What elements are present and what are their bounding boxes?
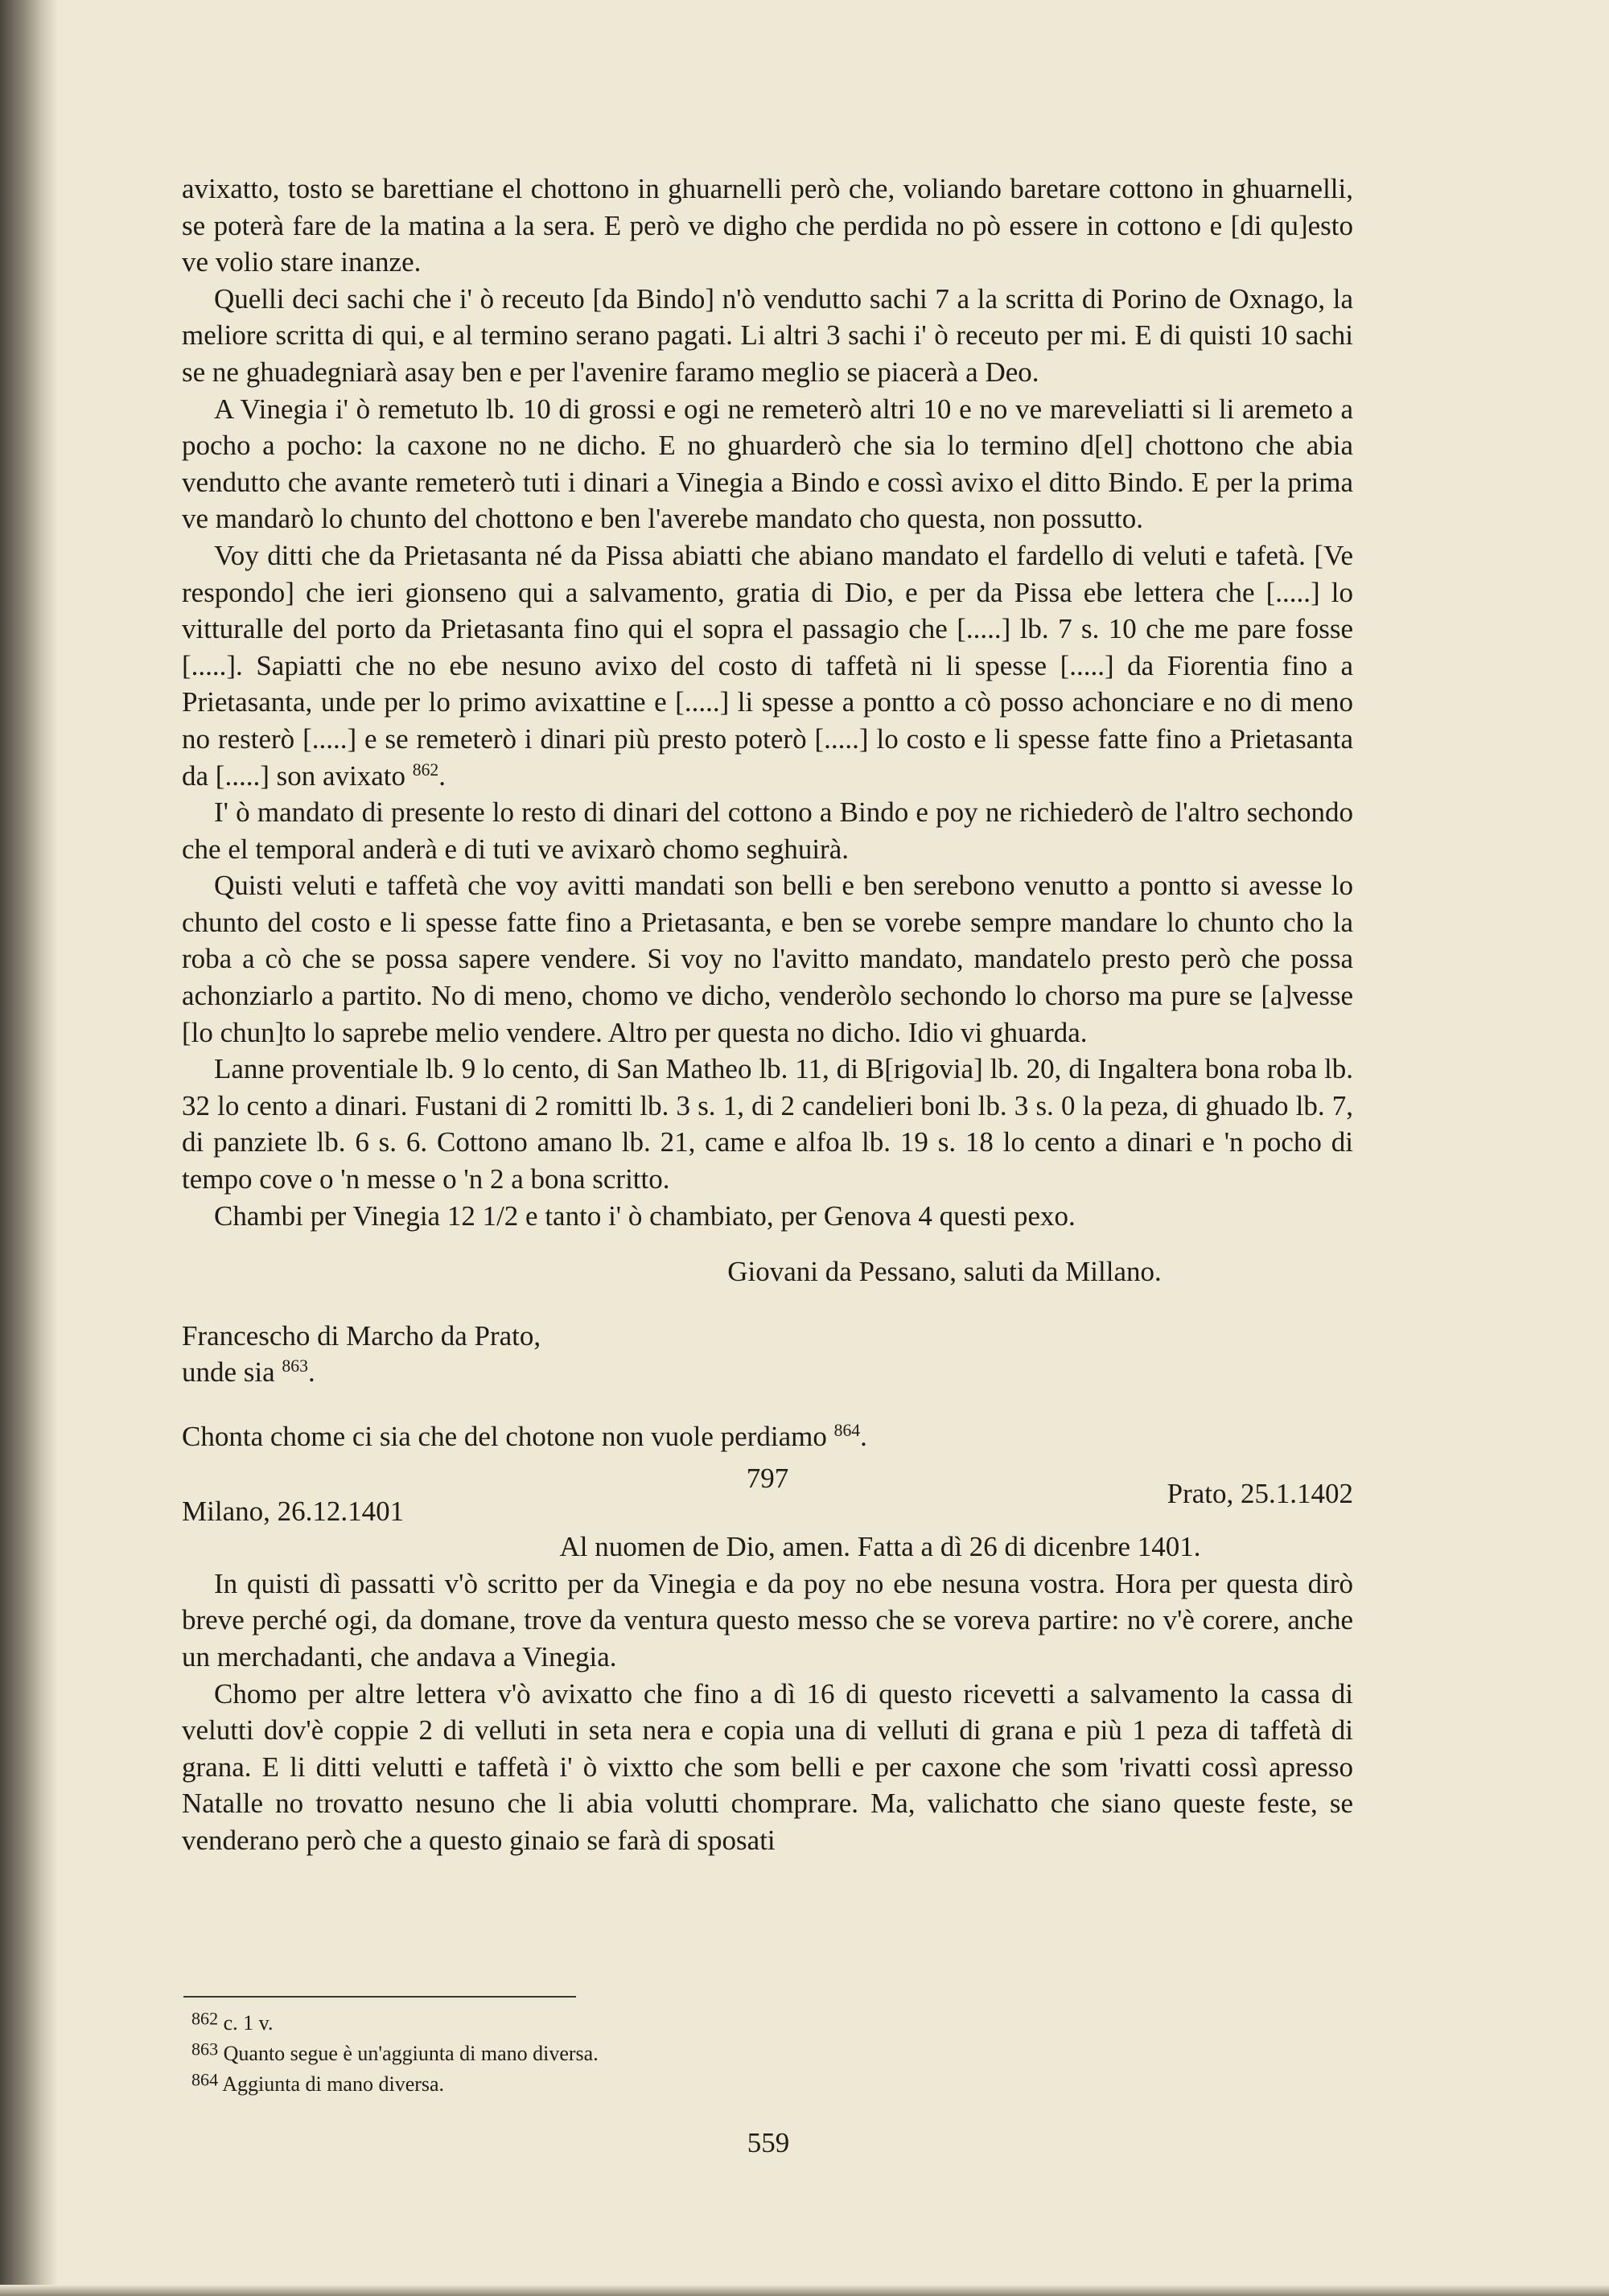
main-text <box>182 171 1353 1859</box>
paragraph: Chambi per Vinegia 12 1/2 e tanto i' ò chambiato, per Genova 4 questi pexo. <box>214 1199 1076 1232</box>
book-gutter-shadow <box>0 0 58 2296</box>
date-sent: Milano, 26.12.1401 <box>182 1496 405 1528</box>
footnote: $^{864}$ Aggiunta di mano diversa. <box>191 2069 445 2096</box>
postscript: Chonta chome ci sia che del chotone non vuole perdiamo $^{864}$. <box>182 1421 867 1452</box>
letter-invocation: Al nuomen de Dio, amen. Fatta a dì 26 di dicenbre 1401. <box>559 1531 1201 1563</box>
paragraph: Lanne proventiale lb. 9 lo cento, di San Matheo lb. 11, di B[rigovia] lb. 20, di Ingaltera bona roba lb. 32 lo cento a dinari. Fustani di 2 romitti lb. 3 s. 1, di 2 candelieri boni lb. 3 s. 0 la peza, di ghuado lb. 7, di panziete lb. 6 s. 6. Cottono amano lb. 21, came e alfoa lb. 19 s. 18 lo cento a dinari e 'n pocho di tempo cove o 'n messe o 'n 2 a bona scritto. <box>182 1053 1353 1195</box>
address-line: unde sia $^{863}$. <box>182 1356 315 1389</box>
footnote: $^{863}$ Quanto segue è un'aggiunta di mano diversa. <box>191 2039 599 2065</box>
footnote-divider <box>183 1996 576 1998</box>
paragraph: Chomo per altre lettera v'ò avixatto che fino a dì 16 di questo ricevetti a salvamento la cassa di velutti dov'è coppie 2 di velluti in seta nera e copia una di velluti di grana e più 1 peza di taffetà di grana. E li ditti velutti e taffetà i' ò vixtto che som belli e per caxone che som 'rivatti cossì apresso Natalle no trovatto nesuno che li abia volutti chomprare. Ma, valichatto che siano queste feste, se venderano però che a questo ginaio se farà di sposati <box>182 1677 1353 1856</box>
footnote-ref-863[interactable]: 863 <box>282 1356 308 1376</box>
letter-dates <box>182 1475 1353 1528</box>
paragraph: I' ò mandato di presente lo resto di dinari del cottono a Bindo e poy ne richiederò de l'altro sechondo che el temporal anderà e di tuti ve avixarò chomo seghuirà. <box>182 796 1353 865</box>
footnotes <box>191 2008 1157 2100</box>
footnote-ref-864[interactable]: 864 <box>833 1421 861 1441</box>
paragraph-text: Voy ditti che da Prietasanta né da Pissa abiatti che abiano mandato el fardello di veluti e tafetà. [Ve respondo] che ieri gionseno qui a salvamento, gratia di Dio, e per da Pissa ebe lettera che [.....] lo vitturalle del porto da Prietasanta fino qui el sopra el passagio che [.....] lb. 7 s. 10 che me pare fosse [.....]. Sapiatti che no ebe nesuno avixo del costo di taffetà ni li spesse [.....] da Fiorentia fino a Prietasanta, unde per lo primo avixattine e [.....] li spesse a pontto a cò posso achonciare e no di meno no resterò [.....] e se remeterò i dinari più presto poterò [.....] lo costo e li spesse fatte fino a Prietasanta da [.....] son avixato <box>182 539 1353 792</box>
paragraph: In quisti dì passatti v'ò scritto per da Vinegia e da poy no ebe nesuna vostra. Hora per questa dirò breve perché ogi, da domane, trove da ventura questo messo che se voreva partire: no v'è corere, anche un merchadanti, che andava a Vinegia. <box>182 1567 1353 1673</box>
page-number: 559 <box>747 2127 790 2158</box>
footnote-ref-862[interactable]: 862 <box>412 759 439 780</box>
paragraph: Voy ditti che da Prietasanta né da Pissa abiatti che abiano mandato el fardello di veluti e tafetà. [Ve respondo] che ieri gionseno qui a salvamento, gratia di Dio, e per da Pissa ebe lettera che [.....] lo vitturalle del porto da Prietasanta fino qui el sopra el passagio che [.....] lb. 7 s. 10 che me pare fosse [.....]. Sapiatti che no ebe nesuno avixo del costo di taffetà ni li spesse [.....] da Fiorentia fino a Prietasanta, unde per lo primo avixattine e [.....] li spesse a pontto a cò posso achonciare e no di meno no resterò [.....] e se remeterò i dinari più presto poterò [.....] lo costo e li spesse fatte fino a Prietasanta da [.....] son avixato $^{862}$. <box>182 539 1353 792</box>
paragraph: avixatto, tosto se barettiane el chottono in ghuarnelli però che, voliando baretare cottono in ghuarnelli, se poterà fare de la matina a la sera. E però ve digho che perdida no pò essere in cottono e [di qu]esto ve volio stare inanze. <box>182 173 1353 278</box>
letter-signature: Giovani da Pessano, saluti da Millano. <box>727 1256 1162 1288</box>
page-bottom-edge <box>0 2285 1609 2296</box>
paragraph: Quisti veluti e taffetà che voy avitti mandati son belli e ben serebono venutto a pontto si avesse lo chunto del costo e li spesse fatte fino a Prietasanta, e ben se vorebe sempre mandare lo chunto cho la roba a cò che se possa sapere vendere. Si voy no l'avitto mandato, mandatelo presto però che possa achonziarlo a partito. No di meno, chomo ve dicho, venderòlo sechondo lo chorso ma pure se [a]vesse [lo chun]to lo saprebe melio vendere. Altro per questa no dicho. Idio vi ghuarda. <box>182 870 1353 1048</box>
letter-address <box>182 1318 1353 1391</box>
footnote: $^{862}$ c. 1 v. <box>191 2008 274 2035</box>
paragraph: Quelli deci sachi che i' ò receuto [da Bindo] n'ò vendutto sachi 7 a la scritta di Porino de Oxnago, la meliore scritta di qui, e al termino serano pagati. Li altri 3 sachi i' ò receuto per mi. E di quisti 10 sachi se ne ghuadegniarà asay ben e per l'avenire faramo meglio se piacerà a Deo. <box>182 282 1353 388</box>
address-line: Francescho di Marcho da Prato, <box>182 1319 541 1352</box>
paragraph: A Vinegia i' ò remetuto lb. 10 di grossi e ogi ne remeterò altri 10 e no ve mareveliatti si li aremeto a pocho a pocho: la caxone no ne dicho. E no ghuarderò che sia lo termino d[el] chottono che abia vendutto che avante remeterò tuti i dinari a Vinegia a Bindo e cossì avixo el ditto Bindo. E per la prima ve mandarò lo chunto del chottono e ben l'averebe mandato cho questa, non possutto. <box>182 393 1353 535</box>
letter-number: 797 <box>746 1462 789 1494</box>
date-received: Prato, 25.1.1402 <box>1167 1478 1353 1510</box>
